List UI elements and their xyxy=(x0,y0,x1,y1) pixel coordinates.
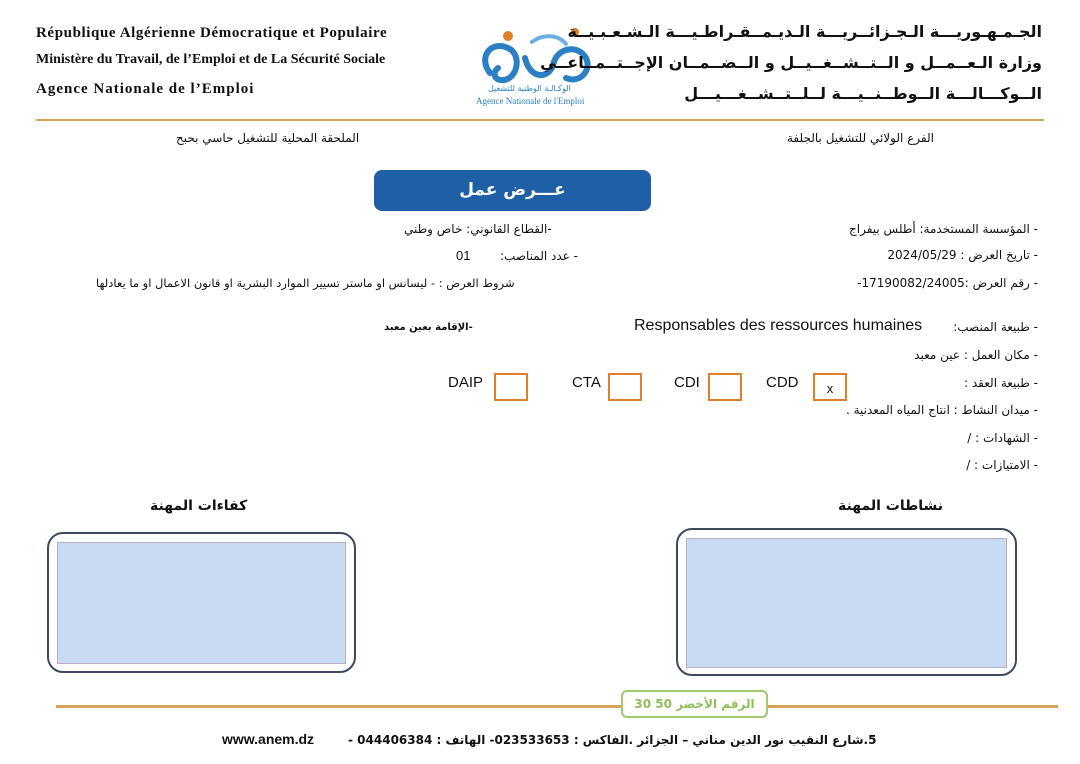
skills-panel-area[interactable] xyxy=(57,542,346,664)
field-offer-date: - تاريخ العرض : 2024/05/29 xyxy=(887,248,1038,262)
field-position-nature-label: - طبيعة المنصب: xyxy=(953,320,1038,334)
header-ar-line2: وزارة الـعــمــل و الــتــشــغــيــل و الــضــمــان الإجــتــمــاعــي xyxy=(540,53,1042,72)
field-legal-sector: -القطاع القانوني: خاص وطني xyxy=(404,222,552,236)
field-positions-value: 01 xyxy=(456,248,471,263)
contract-cdd-checkbox[interactable]: x xyxy=(813,373,847,401)
contract-daip-label: DAIP xyxy=(448,374,484,391)
footer-divider-left xyxy=(56,705,621,708)
green-number-badge: الرقم الأخضر 50 30 xyxy=(621,690,768,718)
field-activity: - ميدان النشاط : انتاج المياه المعدنية . xyxy=(845,403,1038,417)
offer-title: عـــرض عمل xyxy=(374,170,651,211)
footer-divider-right xyxy=(768,705,1058,708)
activities-title: نشاطات المهنة xyxy=(838,498,944,514)
activities-panel-area[interactable] xyxy=(686,538,1007,668)
contract-cta-checkbox[interactable] xyxy=(608,373,642,401)
branch-left: الملحقة المحلية للتشغيل حاسي بحبح xyxy=(176,131,360,145)
field-residence: -الإقامة بعين معبد xyxy=(384,322,473,333)
field-contract-nature: - طبيعة العقد : xyxy=(964,376,1038,390)
field-work-place: - مكان العمل : عين معبد xyxy=(914,348,1038,362)
contract-cdi-label: CDI xyxy=(674,374,700,391)
header-ar-line1: الجـمـهـوريـــة الـجـزائــريـــة الـديـمــقـراطـيـــة الـشـعـبـيــة xyxy=(567,22,1042,41)
field-diplomas: - الشهادات : / xyxy=(967,431,1038,445)
logo-ar-caption: الوكـالـة الوطنية للتشغيل xyxy=(488,84,571,93)
field-position-nature-value: Responsables des ressources humaines xyxy=(634,317,923,334)
header-ar-line3: الــوكـــالـــة الــوطــنــيـــة لــلــتــشــغـــيـــل xyxy=(684,84,1042,103)
field-privileges: - الامتيازات : / xyxy=(966,458,1038,472)
header-fr-line2: Ministère du Travail, de l’Emploi et de La Sécurité Sociale xyxy=(36,52,386,67)
header-fr-line3: Agence Nationale de l’Emploi xyxy=(36,81,255,97)
header-divider xyxy=(36,119,1044,121)
field-offer-number: - رقم العرض :17190082/24005- xyxy=(857,276,1038,290)
footer-website[interactable]: www.anem.dz xyxy=(222,731,315,747)
activities-panel xyxy=(676,528,1017,676)
branch-right: الفرع الولائي للتشغيل بالجلفة xyxy=(787,131,934,145)
skills-title: كفاءات المهنة xyxy=(150,498,248,514)
contract-daip-checkbox[interactable] xyxy=(494,373,528,401)
field-positions-label: - عدد المناصب: xyxy=(500,249,578,263)
contract-cdi-checkbox[interactable] xyxy=(708,373,742,401)
footer-address: 5.شارع النقيب نور الدين مناني – الجزائر .الفاكس : 023533653- الهاتف : 044406384 - xyxy=(348,733,877,747)
contract-cdd-label: CDD xyxy=(766,374,799,391)
contract-cta-label: CTA xyxy=(572,374,601,391)
header-fr-line1: République Algérienne Démocratique et Populaire xyxy=(36,25,388,41)
field-employer: - المؤسسة المستخدمة: أطلس بيفراج xyxy=(849,222,1038,236)
field-conditions: شروط العرض : - ليسانس او ماستر تسيير الموارد البشرية او قانون الاعمال او ما يعادلها xyxy=(96,276,515,290)
skills-panel xyxy=(47,532,356,673)
logo-fr-caption: Agence Nationale de l'Emploi xyxy=(476,96,585,106)
